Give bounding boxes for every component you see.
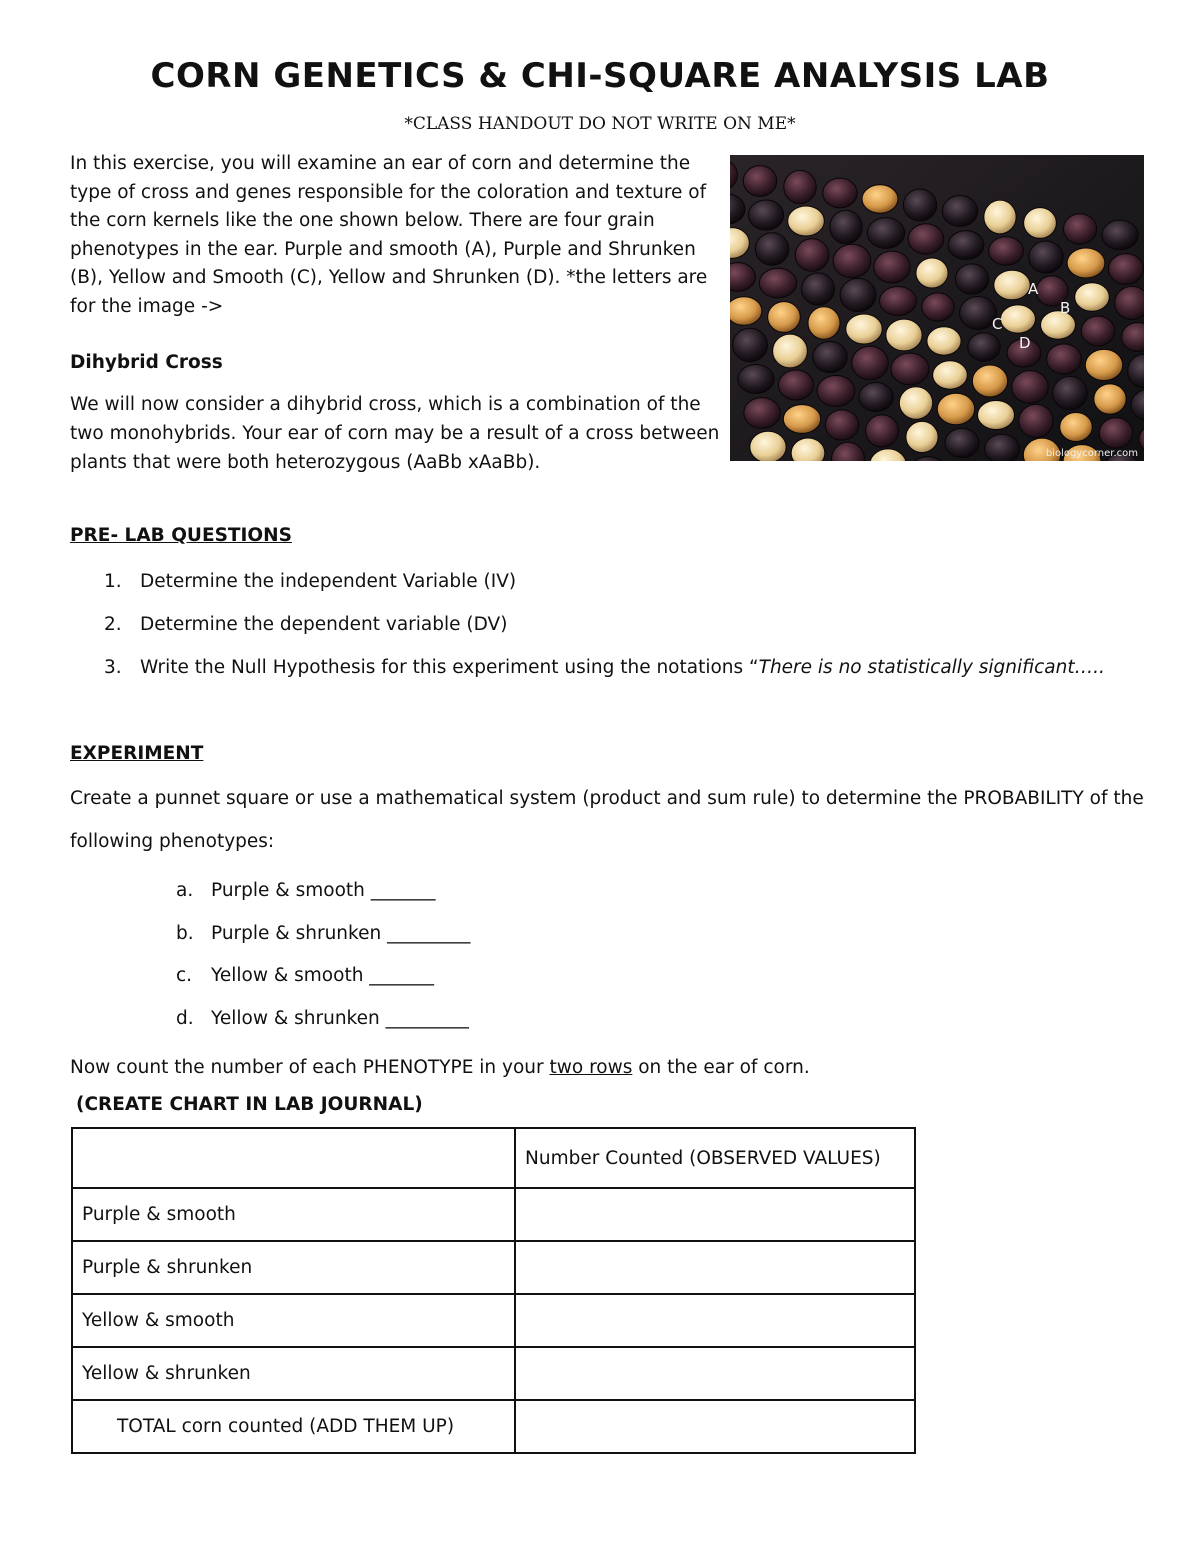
item-letter: c. (176, 965, 193, 986)
row-label: Yellow & smooth (72, 1294, 515, 1347)
corn-kernel (960, 296, 997, 329)
corn-kernel (768, 302, 801, 333)
corn-kernel (833, 244, 871, 278)
item-text: Yellow & smooth _______ (211, 965, 435, 986)
observed-value-cell[interactable] (515, 1347, 915, 1400)
corn-kernel (972, 365, 1007, 397)
corn-kernel (899, 387, 932, 419)
corn-kernel (862, 185, 898, 213)
count-text-before: Now count the number of each PHENOTYPE in your (70, 1057, 550, 1078)
corn-kernel (778, 370, 813, 400)
corn-kernel (903, 189, 936, 221)
corn-kernel (813, 342, 847, 373)
phenotype-probability-list (176, 870, 470, 1040)
corn-kernel (1102, 220, 1138, 250)
prelab-question (70, 646, 1150, 689)
table-header-blank[interactable] (72, 1128, 515, 1188)
corn-kernel (784, 170, 816, 203)
item-text: Purple & shrunken _________ (211, 922, 471, 944)
corn-kernel (985, 434, 1020, 461)
corn-kernel (937, 393, 974, 425)
photo-label-b: B (1060, 299, 1071, 317)
corn-kernel (955, 264, 988, 294)
photo-label-d: D (1019, 334, 1031, 352)
question-italic-text: There is no statistically significant….. (758, 657, 1105, 678)
corn-kernel (933, 361, 968, 389)
prelab-question (70, 560, 1150, 603)
corn-kernel (825, 410, 858, 440)
corn-kernel (859, 382, 893, 411)
dihybrid-heading: Dihybrid Cross (70, 352, 223, 373)
corn-kernel (968, 333, 1000, 361)
table-row (72, 1294, 915, 1347)
corn-kernel (830, 210, 862, 244)
corn-kernel (886, 319, 922, 351)
count-instruction (70, 1053, 810, 1082)
item-text: Purple & smooth _______ (211, 880, 436, 901)
prelab-question (70, 603, 1150, 646)
corn-kernel (823, 178, 857, 208)
question-text: Determine the independent Variable (IV) (140, 571, 517, 592)
item-letter: b. (176, 922, 194, 944)
question-text: Write the Null Hypothesis for this experiment using the notations “ (140, 657, 759, 678)
corn-kernel (989, 237, 1024, 266)
intro-paragraph: In this exercise, you will examine an ear of corn and determine the type of cross and genes responsible for the coloration and texture of the corn kernels like the one shown below. There are four grain phenotypes in the ear. Purple and smooth (A), Purple and Shrunken (B), Yellow and Smooth (C), Yellow and Shrunken (D). *the letters are for the image -> (70, 153, 708, 317)
corn-kernel (908, 224, 944, 254)
phenotype-item (176, 955, 470, 998)
corn-kernel (744, 398, 780, 429)
corn-kernel (783, 405, 820, 434)
corn-kernel (1019, 404, 1054, 437)
corn-kernel (906, 421, 938, 452)
corn-kernel (808, 307, 840, 340)
question-number: 3. (104, 657, 122, 678)
corn-kernel (730, 297, 762, 326)
corn-kernel (978, 400, 1015, 429)
observed-value-cell[interactable] (515, 1188, 915, 1241)
corn-kernel (942, 196, 977, 227)
table-header-row (72, 1128, 915, 1188)
dihybrid-paragraph: We will now consider a dihybrid cross, which is a combination of the two monohybrids. Your ear of corn may be a result of a cross between plants that were both heterozygous (AaBb xAaBb). (70, 394, 720, 473)
observed-values-table (71, 1127, 916, 1454)
experiment-heading: EXPERIMENT (70, 743, 204, 764)
corn-kernel (743, 166, 776, 197)
item-text: Yellow & shrunken _________ (211, 1007, 469, 1029)
corn-kernel (738, 364, 774, 393)
corn-kernel (1067, 248, 1105, 278)
corn-kernel (1085, 349, 1122, 380)
row-label: Purple & shrunken (72, 1241, 515, 1294)
phenotype-item (176, 998, 470, 1041)
photo-label-c: C (992, 315, 1003, 333)
corn-kernel (1029, 241, 1063, 273)
corn-kernel (817, 375, 855, 406)
corn-kernel (852, 346, 889, 379)
corn-kernel (916, 258, 948, 288)
corn-kernel (1001, 305, 1036, 333)
photo-credit: biologycorner.com (1045, 448, 1138, 459)
corn-kernel (994, 270, 1030, 300)
corn-kernel (1012, 371, 1049, 404)
corn-kernel (927, 327, 961, 355)
question-text: Determine the dependent variable (DV) (140, 614, 508, 635)
count-text-underlined: two rows (549, 1057, 633, 1078)
corn-kernel (795, 239, 829, 272)
corn-kernel (1047, 344, 1082, 374)
corn-kernel (1115, 286, 1144, 319)
question-number: 1. (104, 571, 122, 592)
question-number: 2. (104, 614, 122, 635)
row-label-total: TOTAL corn counted (ADD THEM UP) (72, 1400, 515, 1453)
corn-kernel (750, 431, 786, 461)
corn-kernel (866, 415, 899, 447)
corn-kernel (867, 218, 904, 249)
corn-kernel (846, 314, 882, 344)
table-row (72, 1188, 915, 1241)
corn-kernel (1081, 316, 1114, 346)
corn-ear-photo (730, 155, 1144, 461)
corn-kernel (945, 428, 979, 457)
corn-kernel (1099, 418, 1133, 448)
corn-kernel (984, 200, 1016, 234)
corn-kernel (802, 273, 835, 305)
corn-kernel (788, 206, 825, 236)
corn-kernel (755, 233, 788, 265)
row-label: Purple & smooth (72, 1188, 515, 1241)
corn-kernel (1075, 283, 1110, 312)
row-label: Yellow & shrunken (72, 1347, 515, 1400)
phenotype-item (176, 913, 470, 956)
page-title: CORN GENETICS & CHI-SQUARE ANALYSIS LAB (150, 56, 1050, 96)
corn-kernel (759, 268, 796, 298)
corn-kernel (840, 278, 876, 311)
corn-kernel (1060, 413, 1093, 442)
corn-kernel (948, 231, 984, 260)
corn-kernel (874, 251, 910, 283)
corn-kernel (733, 328, 768, 361)
item-letter: a. (176, 880, 194, 901)
chart-note: (CREATE CHART IN LAB JOURNAL) (76, 1094, 423, 1115)
corn-kernel (748, 200, 783, 230)
table-row-total (72, 1400, 915, 1453)
photo-label-a: A (1028, 280, 1039, 298)
page-subtitle: *CLASS HANDOUT DO NOT WRITE ON ME* (404, 114, 796, 134)
corn-kernel (880, 286, 917, 315)
prelab-question-list (70, 560, 1150, 689)
table-row (72, 1241, 915, 1294)
corn-kernel (922, 293, 954, 321)
corn-kernel (1094, 384, 1126, 414)
table-header-observed: Number Counted (OBSERVED VALUES) (515, 1128, 915, 1188)
prelab-heading: PRE- LAB QUESTIONS (70, 525, 292, 546)
corn-kernel (1024, 208, 1057, 239)
corn-kernel (1053, 376, 1088, 409)
observed-value-cell[interactable] (515, 1241, 915, 1294)
table-row (72, 1347, 915, 1400)
corn-kernel (1063, 214, 1096, 245)
experiment-paragraph: Create a punnet square or use a mathematical system (product and sum rule) to determine the PROBABILITY of the following phenotypes: (70, 788, 1144, 852)
corn-kernel (773, 334, 808, 368)
corn-kernel (891, 353, 929, 385)
phenotype-item (176, 870, 470, 913)
corn-ear-illustration (730, 155, 1144, 461)
observed-value-cell[interactable] (515, 1294, 915, 1347)
total-value-cell[interactable] (515, 1400, 915, 1453)
count-text-after: on the ear of corn. (632, 1057, 810, 1078)
item-letter: d. (176, 1007, 194, 1029)
corn-kernel (1109, 254, 1144, 285)
